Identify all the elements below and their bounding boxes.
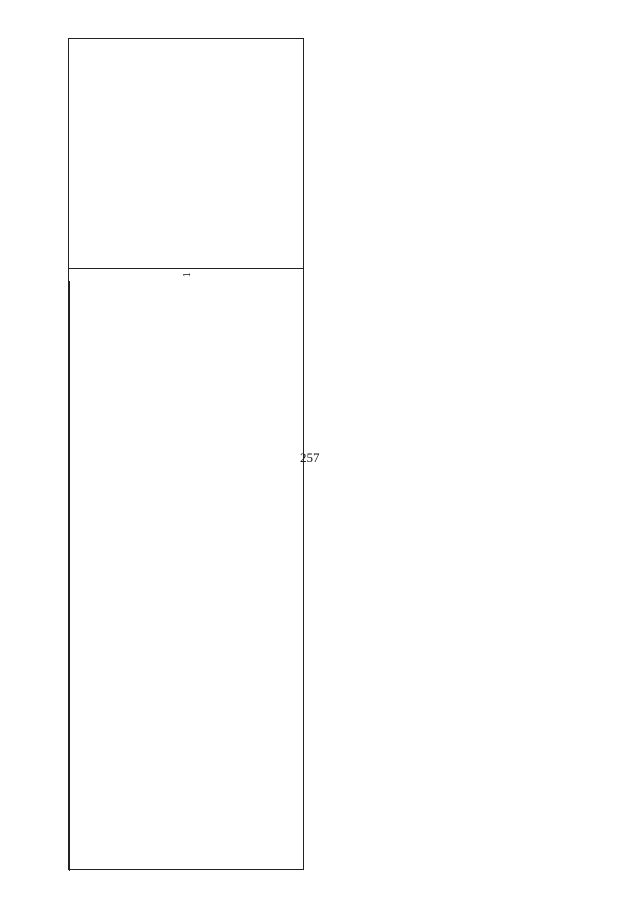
body-cell-1 — [69, 281, 305, 871]
header-cell-1 — [69, 39, 305, 67]
column-number-band — [69, 269, 303, 281]
table-body — [69, 281, 303, 869]
column-number-1: 1 — [181, 272, 193, 278]
consumer-table — [68, 38, 304, 870]
page-number: 257 — [300, 450, 320, 465]
header-row — [69, 39, 303, 269]
